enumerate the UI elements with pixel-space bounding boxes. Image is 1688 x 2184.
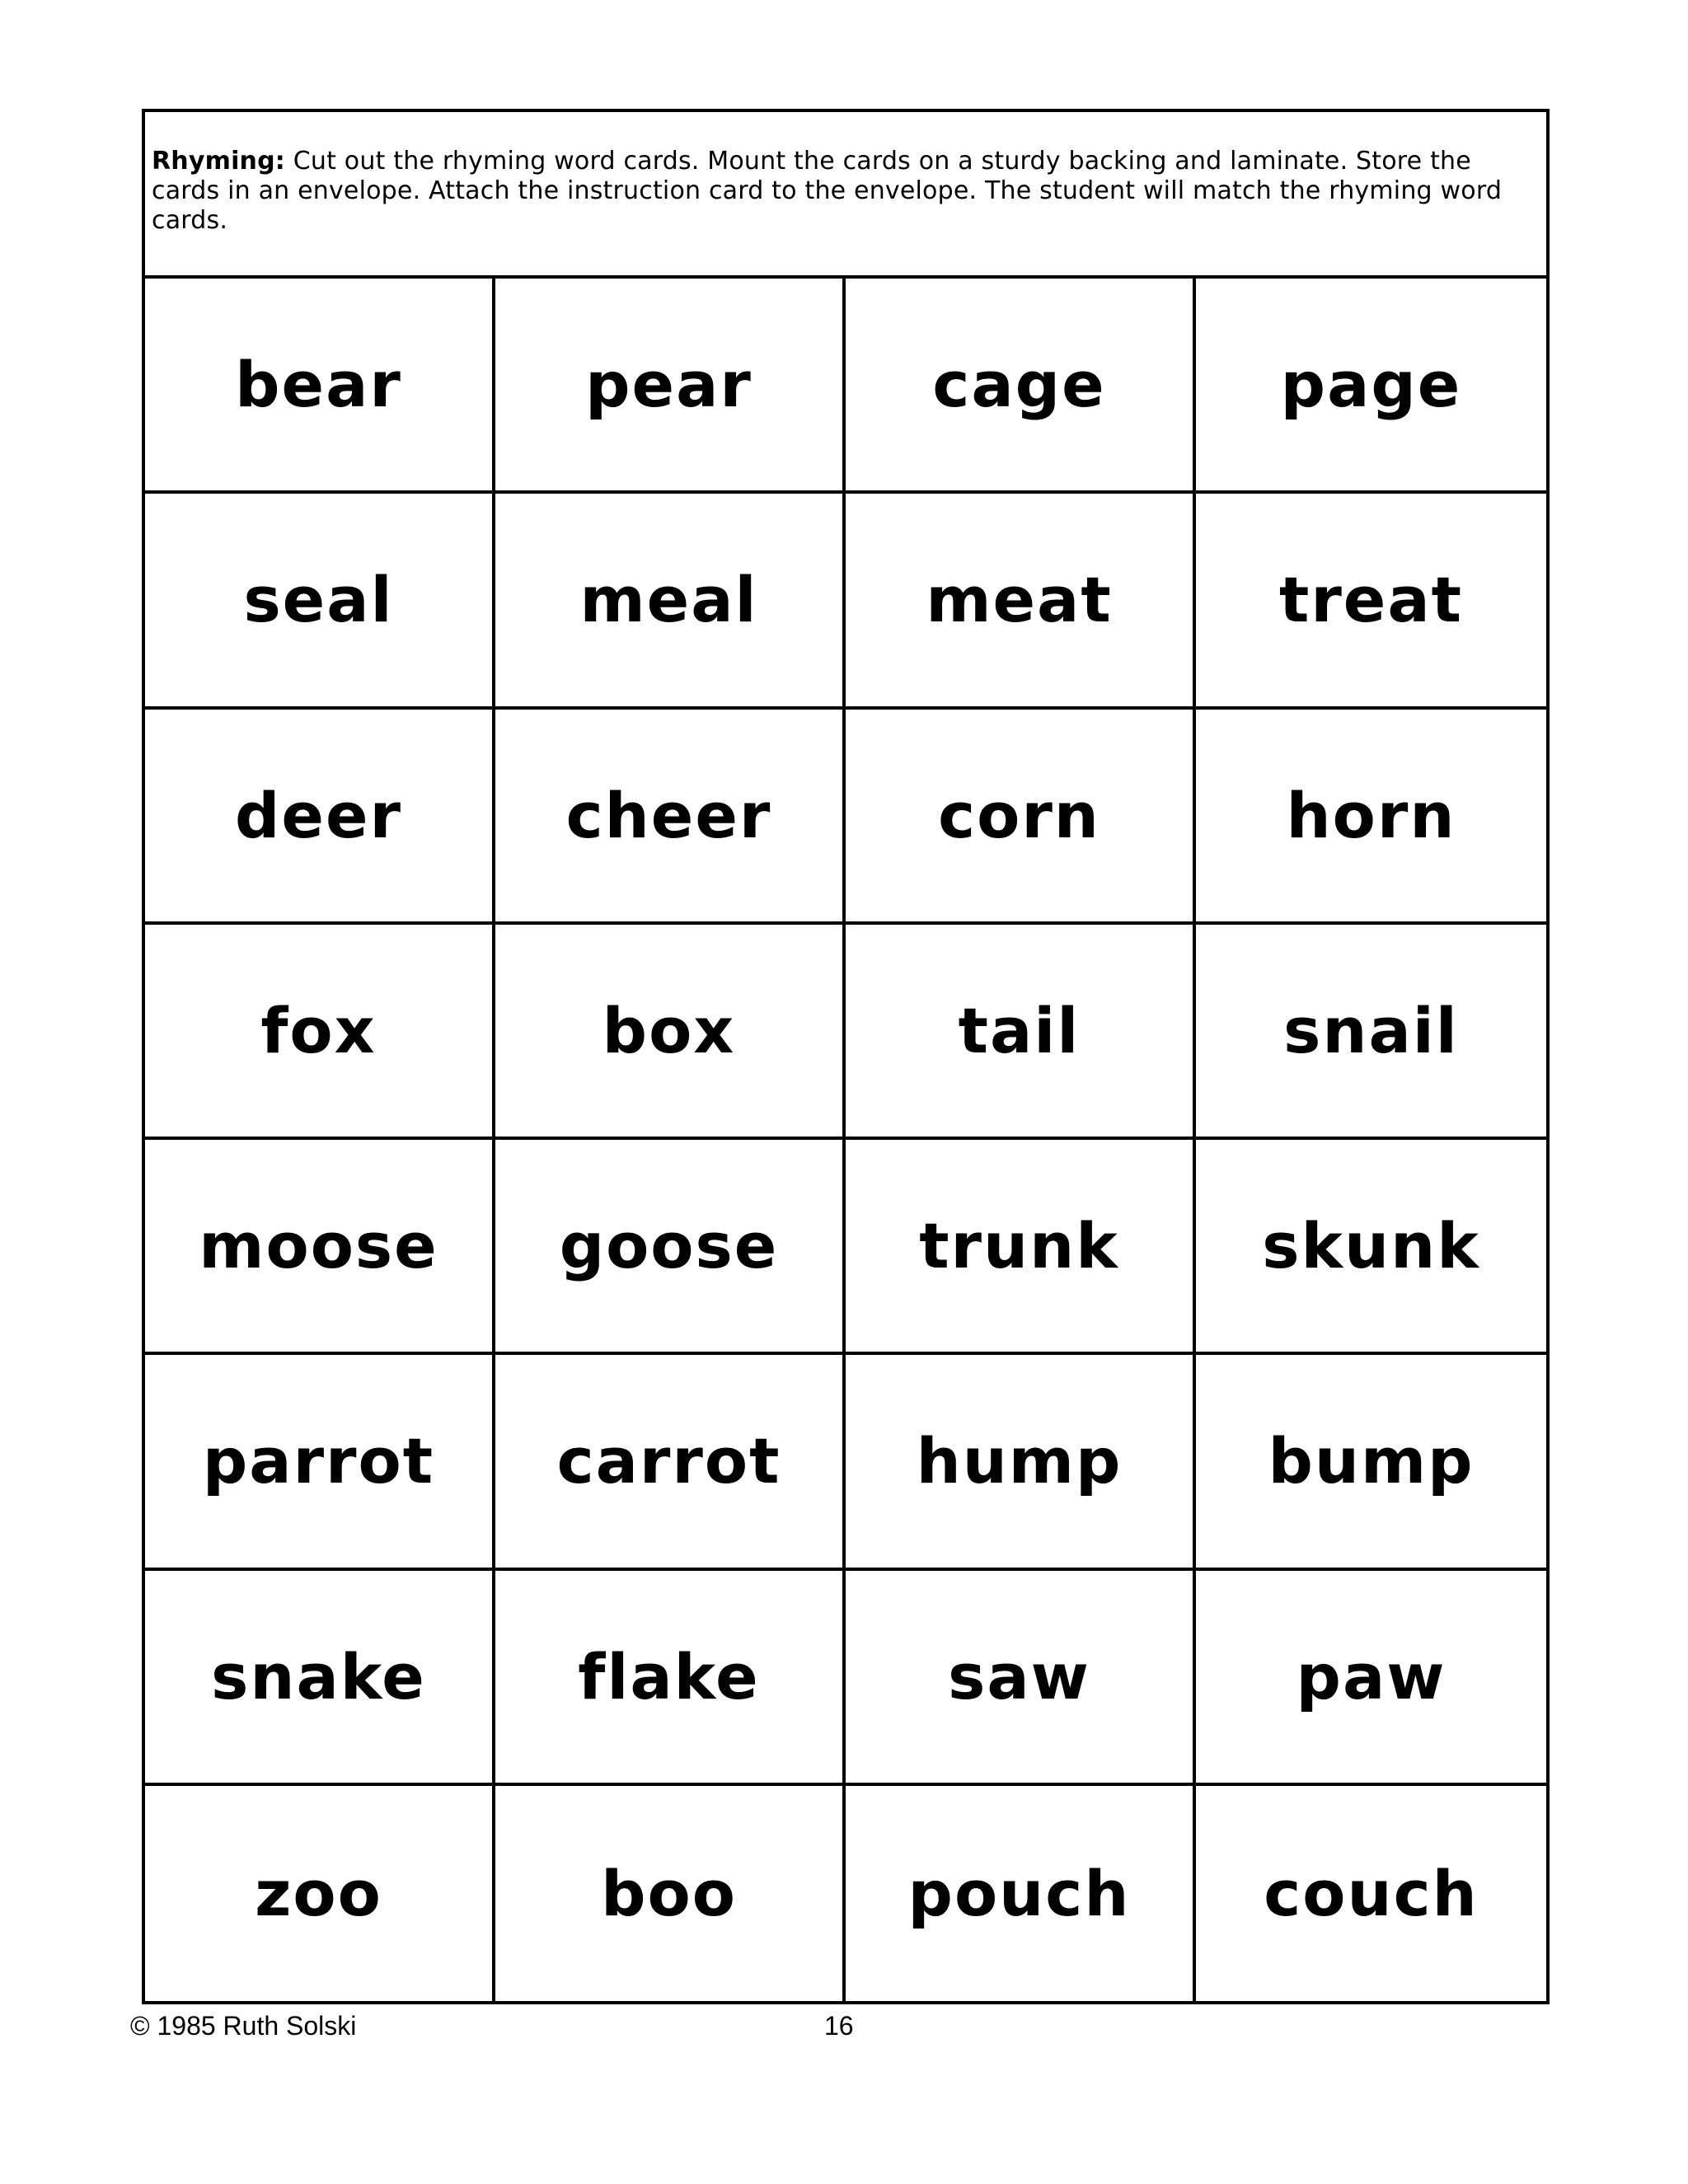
word-card-label: deer bbox=[235, 778, 402, 852]
word-card bbox=[846, 494, 1196, 709]
word-card bbox=[495, 1786, 846, 2001]
word-card-label: skunk bbox=[1262, 1209, 1480, 1283]
word-card bbox=[145, 1140, 495, 1355]
word-card-label: meat bbox=[926, 563, 1113, 637]
copyright: © 1985 Ruth Solski bbox=[130, 2011, 357, 2041]
word-card bbox=[846, 279, 1196, 494]
word-card-label: paw bbox=[1296, 1639, 1447, 1713]
word-card bbox=[846, 710, 1196, 925]
word-card bbox=[495, 1140, 846, 1355]
word-card bbox=[1196, 1786, 1546, 2001]
word-card bbox=[495, 1355, 846, 1570]
word-card-label: meal bbox=[579, 563, 758, 637]
word-card bbox=[846, 1140, 1196, 1355]
word-card-label: seal bbox=[243, 563, 394, 637]
word-card bbox=[1196, 1571, 1546, 1786]
word-card-label: bump bbox=[1268, 1424, 1475, 1498]
word-card bbox=[495, 279, 846, 494]
word-card-label: flake bbox=[578, 1639, 760, 1713]
word-card-label: boo bbox=[601, 1856, 737, 1930]
word-card-label: pouch bbox=[907, 1856, 1131, 1930]
word-card-label: moose bbox=[199, 1209, 438, 1283]
word-card bbox=[145, 279, 495, 494]
worksheet bbox=[142, 109, 1550, 2004]
word-card-label: snake bbox=[211, 1639, 426, 1713]
word-card bbox=[145, 710, 495, 925]
word-card bbox=[846, 1786, 1196, 2001]
word-card-label: pear bbox=[585, 348, 753, 422]
word-card-label: box bbox=[602, 993, 736, 1067]
word-card bbox=[495, 925, 846, 1140]
word-card bbox=[145, 1571, 495, 1786]
word-card bbox=[1196, 279, 1546, 494]
word-card bbox=[1196, 710, 1546, 925]
word-card-label: cage bbox=[932, 348, 1106, 422]
instruction-box bbox=[145, 112, 1546, 279]
page-number: 16 bbox=[824, 2011, 854, 2041]
word-card bbox=[145, 494, 495, 709]
word-card bbox=[1196, 925, 1546, 1140]
word-card bbox=[1196, 1355, 1546, 1570]
word-card bbox=[495, 1571, 846, 1786]
word-card-label: treat bbox=[1279, 563, 1463, 637]
word-card bbox=[145, 1786, 495, 2001]
word-card-label: cheer bbox=[565, 778, 772, 852]
word-card-label: horn bbox=[1286, 778, 1456, 852]
word-card bbox=[846, 1571, 1196, 1786]
word-card-label: goose bbox=[559, 1209, 779, 1283]
word-card-label: parrot bbox=[202, 1424, 435, 1498]
word-card-grid bbox=[145, 279, 1546, 2001]
word-card-label: hump bbox=[916, 1424, 1123, 1498]
word-card-label: tail bbox=[958, 993, 1081, 1067]
word-card-label: couch bbox=[1264, 1856, 1479, 1930]
word-card-label: corn bbox=[938, 778, 1100, 852]
word-card-label: zoo bbox=[255, 1856, 382, 1930]
instruction-text: Cut out the rhyming word cards. Mount the cards on a sturdy backing and laminate. Store the cards in an envelope. Attach the instruction card to the envelope. The student will match the rhyming word cards. bbox=[152, 147, 1503, 235]
word-card bbox=[846, 1355, 1196, 1570]
word-card-label: bear bbox=[235, 348, 402, 422]
word-card bbox=[1196, 494, 1546, 709]
word-card-label: snail bbox=[1283, 993, 1459, 1067]
word-card-label: carrot bbox=[556, 1424, 781, 1498]
word-card bbox=[145, 1355, 495, 1570]
instruction-heading: Rhyming: bbox=[152, 147, 285, 176]
word-card-label: page bbox=[1280, 348, 1462, 422]
word-card bbox=[846, 925, 1196, 1140]
word-card bbox=[145, 925, 495, 1140]
word-card-label: saw bbox=[948, 1639, 1090, 1713]
word-card bbox=[495, 494, 846, 709]
word-card-label: trunk bbox=[919, 1209, 1119, 1283]
word-card-label: fox bbox=[260, 993, 377, 1067]
word-card bbox=[1196, 1140, 1546, 1355]
word-card bbox=[495, 710, 846, 925]
